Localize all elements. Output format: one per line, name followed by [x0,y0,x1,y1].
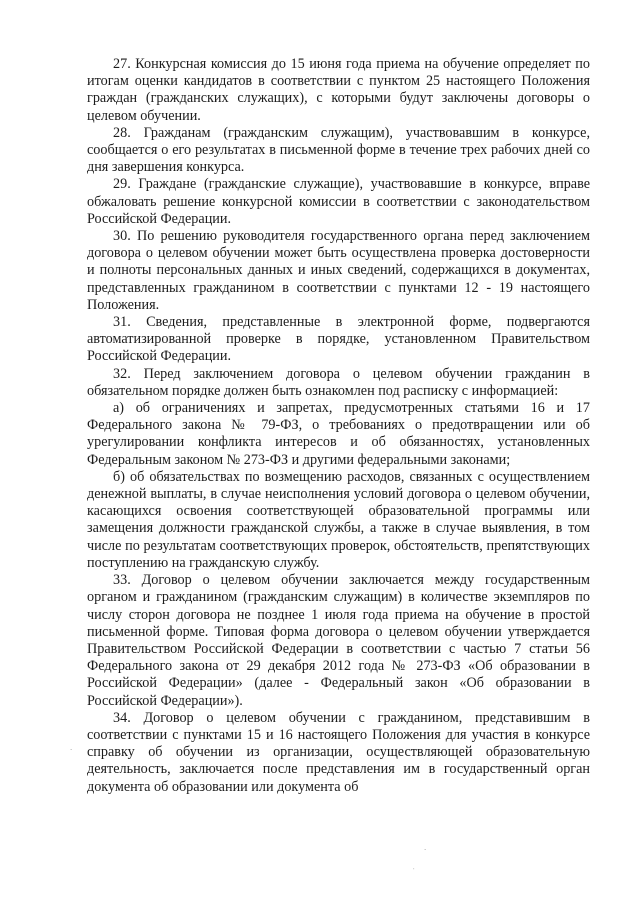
paragraph-34: 34. Договор о целевом обучении с гражданином, представившим в соответствии с пунктами 15 и 16 настоящего Положения для участия в конкурсе справку об обучении из организации, осуществляющей образовательную деятельность, заключается после представления им в государственный орган документа об образовании или документа об [87,709,590,795]
paragraph-32-b: б) об обязательствах по возмещению расходов, связанных с осуществлением денежной выплаты, в случае неисполнения условий договора о целевом обучении, касающихся освоения соответствующей образовательной программы или замещения должности гражданской службы, а также в случае выявления, в том числе по результатам соответствующих проверок, обстоятельств, препятствующих поступлению на гражданскую службу. [87,468,590,571]
paragraph-31: 31. Сведения, представленные в электронной форме, подвергаются автоматизированной проверке в порядке, установленном Правительством Российской Федерации. [87,314,590,365]
paragraph-27: 27. Конкурсная комиссия до 15 июня года приема на обучение определяет по итогам оценки кандидатов в соответствии с пунктом 25 настоящего Положения граждан (гражданских служащих), с которыми будут заключены договоры о целевом обучении. [87,56,590,124]
document-body [87,56,590,796]
paragraph-32: 32. Перед заключением договора о целевом обучении гражданин в обязательном порядке должен быть ознакомлен под расписку с информацией: [87,365,590,399]
paragraph-28: 28. Гражданам (гражданским служащим), участвовавшим в конкурсе, сообщается о его результатах в письменной форме в течение трех рабочих дней со дня завершения конкурса. [87,124,590,176]
paragraph-30: 30. По решению руководителя государственного органа перед заключением договора о целевом обучении может быть осуществлена проверка достоверности и полноты персональных данных и иных сведений, содержащихся в документах, представленных гражданином в соответствии с пунктами 12 - 19 настоящего Положения. [87,228,590,313]
paragraph-33: 33. Договор о целевом обучении заключается между государственным органом и гражданином (гражданским служащим) в количестве экземпляров по числу сторон договора не позднее 1 июля года приема на обучение в простой письменной форме. Типовая форма договора о целевом обучении утверждается Правительством Российской Федерации в соответствии с частью 7 статьи 56 Федерального закона от 29 декабря 2012 года № 273-ФЗ «Об образовании в Российской Федерации» (далее - Федеральный закон «Об образовании в Российской Федерации»). [87,572,590,709]
scan-speck: ˙ [412,868,416,876]
paragraph-32-a: а) об ограничениях и запретах, предусмотренных статьями 16 и 17 Федерального закона № 79-ФЗ, о требованиях о предотвращении или об урегулировании конфликта интересов и об обязанностях, установленных Федеральным законом № 273-ФЗ и другими федеральными законами; [87,400,590,468]
scan-speck: · [70,746,73,754]
paragraph-29: 29. Граждане (гражданские служащие), участвовавшие в конкурсе, вправе обжаловать решение конкурсной комиссии в соответствии с законодательством Российской Федерации. [87,176,590,227]
scan-speck: · [424,846,427,854]
